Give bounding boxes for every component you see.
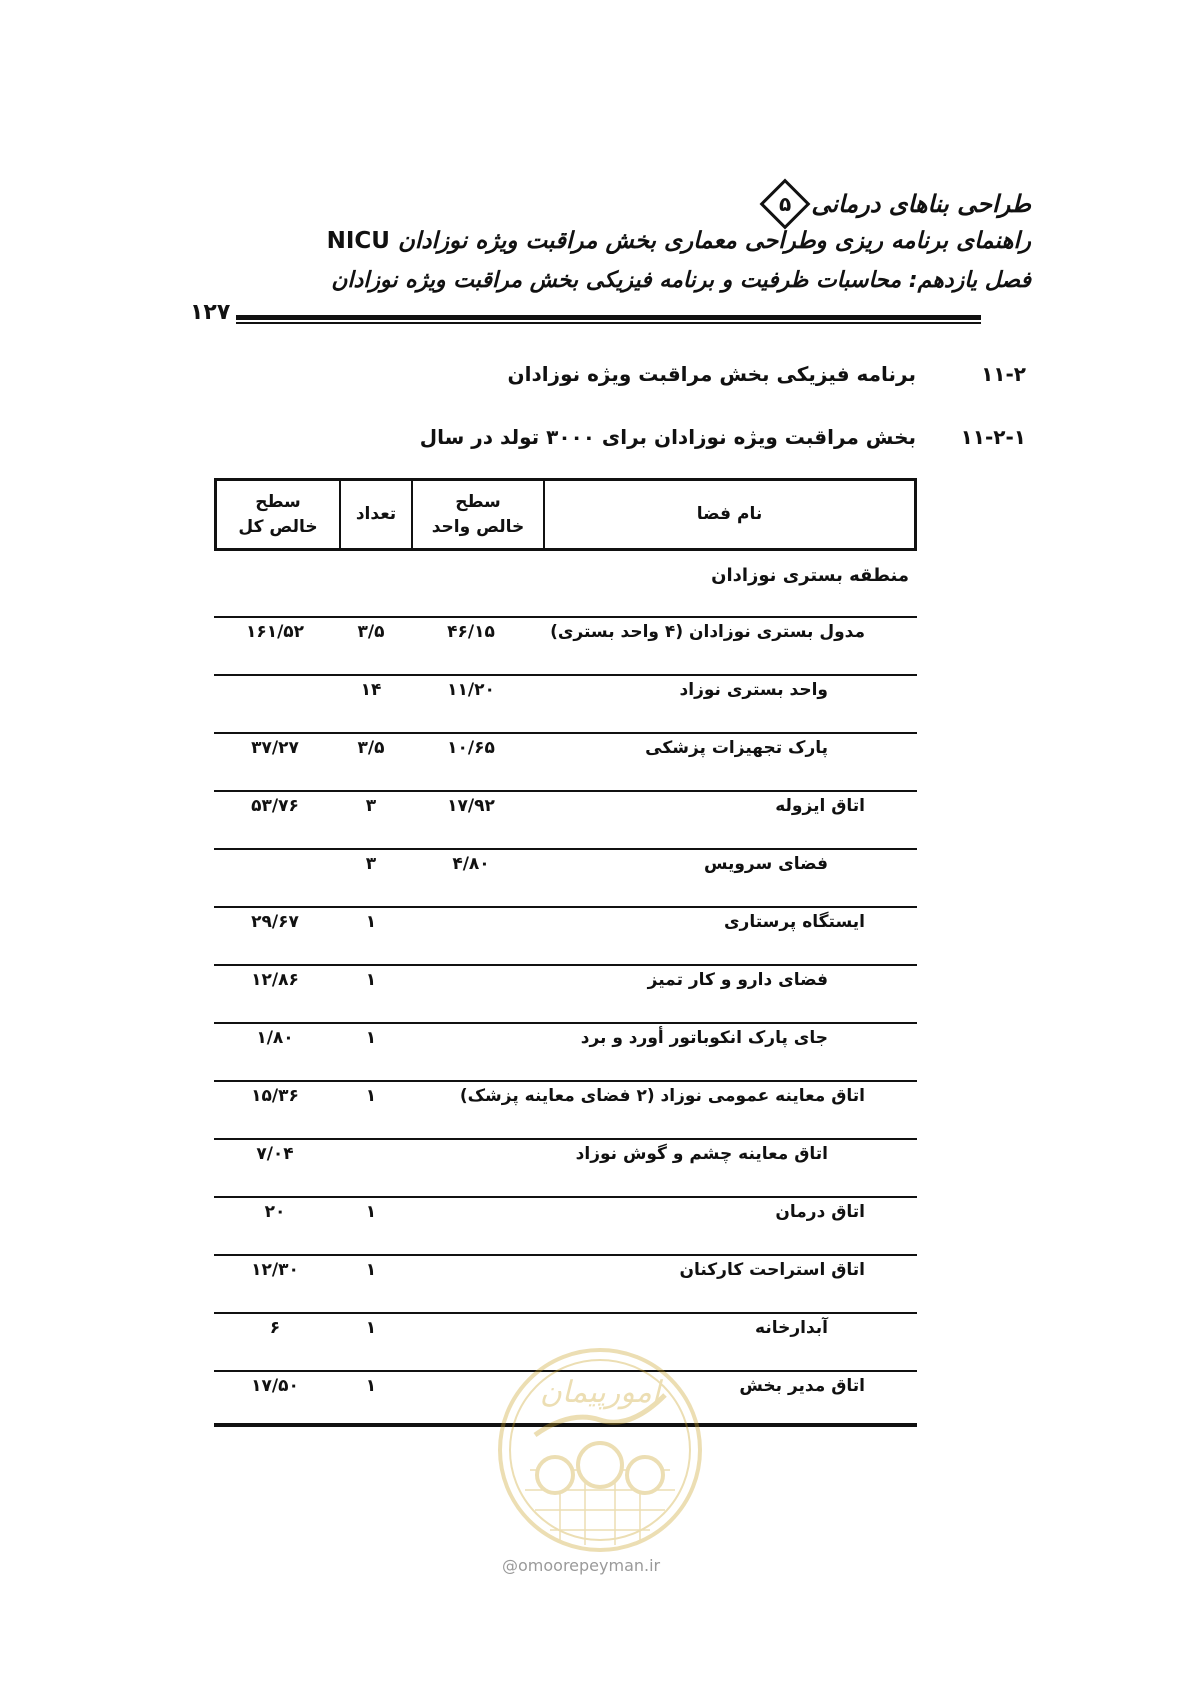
guide-title-acronym: NICU xyxy=(326,228,390,254)
watermark-site: @omoorepeyman.ir xyxy=(502,1556,661,1575)
cell-count: ۱ xyxy=(365,1086,377,1106)
cell-total: ۱۲/۳۰ xyxy=(251,1260,299,1280)
guide-title-text: راهنمای برنامه ریزی وطراحی معماری بخش مراقبت ویژه نوزادان xyxy=(389,228,1031,254)
cell-count: ۳/۵ xyxy=(357,738,385,758)
cell-total: ۲۰ xyxy=(264,1202,286,1222)
table-row xyxy=(214,1254,917,1292)
header-unit-line1: سطح xyxy=(455,491,501,512)
cell-total: ۱۲/۸۶ xyxy=(251,970,299,990)
header-unit-area xyxy=(411,481,543,548)
header-unit-line2: خالص واحد xyxy=(431,516,525,537)
header-rule-thin xyxy=(236,322,981,324)
cell-count: ۱ xyxy=(365,970,377,990)
header-count xyxy=(339,481,411,548)
section-number: ۱۱-۲ xyxy=(981,362,1026,386)
cell-total: ۱۶۱/۵۲ xyxy=(245,622,305,642)
guide-title xyxy=(327,228,1031,254)
cell-unit: ۴۶/۱۵ xyxy=(447,622,495,642)
cell-count: ۱۴ xyxy=(360,680,382,700)
row-divider xyxy=(214,1022,917,1024)
cell-name: پارک تجهیزات پزشکی xyxy=(645,738,828,758)
cell-count: ۳ xyxy=(365,796,377,816)
book-number: ۵ xyxy=(779,192,792,216)
book-title xyxy=(767,186,1031,222)
watermark-logo-text: امورپیمان xyxy=(539,1375,661,1410)
row-divider xyxy=(214,790,917,792)
cell-unit: ۱۰/۶۵ xyxy=(447,738,495,758)
group-title: منطقه بستری نوزادان xyxy=(711,565,909,586)
cell-total: ۳۷/۲۷ xyxy=(251,738,299,758)
header-count-text: تعداد xyxy=(355,504,397,525)
cell-total: ۵۳/۷۶ xyxy=(251,796,299,816)
row-divider xyxy=(214,616,917,618)
table-row xyxy=(214,906,917,944)
cell-name: اتاق درمان xyxy=(775,1202,865,1222)
cell-name: اتاق ایزوله xyxy=(775,796,865,816)
cell-name: اتاق معاینه چشم و گوش نوزاد xyxy=(575,1144,828,1164)
table-row xyxy=(214,1138,917,1176)
chapter-title: فصل یازدهم: محاسبات ظرفیت و برنامه فیزیکی بخش مراقبت ویژه نوزادان xyxy=(331,268,1031,293)
header-total-line1: سطح xyxy=(255,491,301,512)
table-row xyxy=(214,790,917,828)
book-number-badge xyxy=(760,179,811,230)
book-title-text: طراحی بناهای درمانی xyxy=(811,190,1031,218)
cell-total: ۷/۰۴ xyxy=(256,1144,294,1164)
row-divider xyxy=(214,1254,917,1256)
cell-count: ۳/۵ xyxy=(357,622,385,642)
table-row xyxy=(214,1196,917,1234)
cell-name: اتاق معاینه عمومی نوزاد (۲ فضای معاینه پزشک) xyxy=(459,1086,865,1106)
table-row xyxy=(214,964,917,1002)
cell-name: واحد بستری نوزاد xyxy=(679,680,828,700)
table-row xyxy=(214,1080,917,1118)
header-total-line2: خالص کل xyxy=(238,516,318,537)
table-row xyxy=(214,1022,917,1060)
watermark-logo-icon xyxy=(490,1340,710,1560)
row-divider xyxy=(214,906,917,908)
cell-total: ۱۵/۳۶ xyxy=(251,1086,299,1106)
header-space-name xyxy=(543,481,914,548)
cell-count: ۱ xyxy=(365,1260,377,1280)
row-divider xyxy=(214,1138,917,1140)
cell-total: ۶ xyxy=(269,1318,281,1338)
row-divider xyxy=(214,1080,917,1082)
cell-count: ۱ xyxy=(365,1376,377,1396)
cell-count: ۱ xyxy=(365,1028,377,1048)
cell-unit: ۴/۸۰ xyxy=(452,854,490,874)
header-total-area xyxy=(217,481,339,548)
table-row xyxy=(214,732,917,770)
table-row xyxy=(214,616,917,654)
row-divider xyxy=(214,1196,917,1198)
cell-name: ایستگاه پرستاری xyxy=(723,912,865,932)
row-divider xyxy=(214,964,917,966)
cell-unit: ۱۷/۹۲ xyxy=(447,796,495,816)
cell-name: اتاق مدیر بخش xyxy=(739,1376,865,1396)
table-row xyxy=(214,848,917,886)
table-row xyxy=(214,674,917,712)
row-divider xyxy=(214,1312,917,1314)
section-title: برنامه فیزیکی بخش مراقبت ویژه نوزادان xyxy=(507,362,916,386)
cell-name: مدول بستری نوزادان (۴ واحد بستری) xyxy=(550,622,865,642)
cell-count: ۱ xyxy=(365,1318,377,1338)
cell-total: ۲۹/۶۷ xyxy=(251,912,299,932)
subsection-number: ۱۱-۲-۱ xyxy=(960,425,1026,449)
cell-total: ۱/۸۰ xyxy=(256,1028,294,1048)
cell-name: جای پارک انکوباتور أورد و برد xyxy=(580,1028,828,1048)
cell-name: آبدارخانه xyxy=(755,1318,828,1338)
header-name-text: نام فضا xyxy=(696,504,763,525)
cell-name: فضای سرویس xyxy=(703,854,828,874)
table-header xyxy=(214,478,917,551)
header-rule-thick xyxy=(236,315,981,320)
cell-total: ۱۷/۵۰ xyxy=(251,1376,299,1396)
row-divider xyxy=(214,732,917,734)
cell-unit: ۱۱/۲۰ xyxy=(447,680,495,700)
cell-name: اتاق استراحت کارکنان xyxy=(679,1260,865,1280)
row-divider xyxy=(214,674,917,676)
subsection-title: بخش مراقبت ویژه نوزادان برای ۳۰۰۰ تولد در سال xyxy=(419,425,916,449)
row-divider xyxy=(214,848,917,850)
cell-name: فضای دارو و کار تمیز xyxy=(647,970,828,990)
page-number: ۱۲۷ xyxy=(190,300,231,325)
cell-count: ۱ xyxy=(365,1202,377,1222)
cell-count: ۳ xyxy=(365,854,377,874)
cell-count: ۱ xyxy=(365,912,377,932)
